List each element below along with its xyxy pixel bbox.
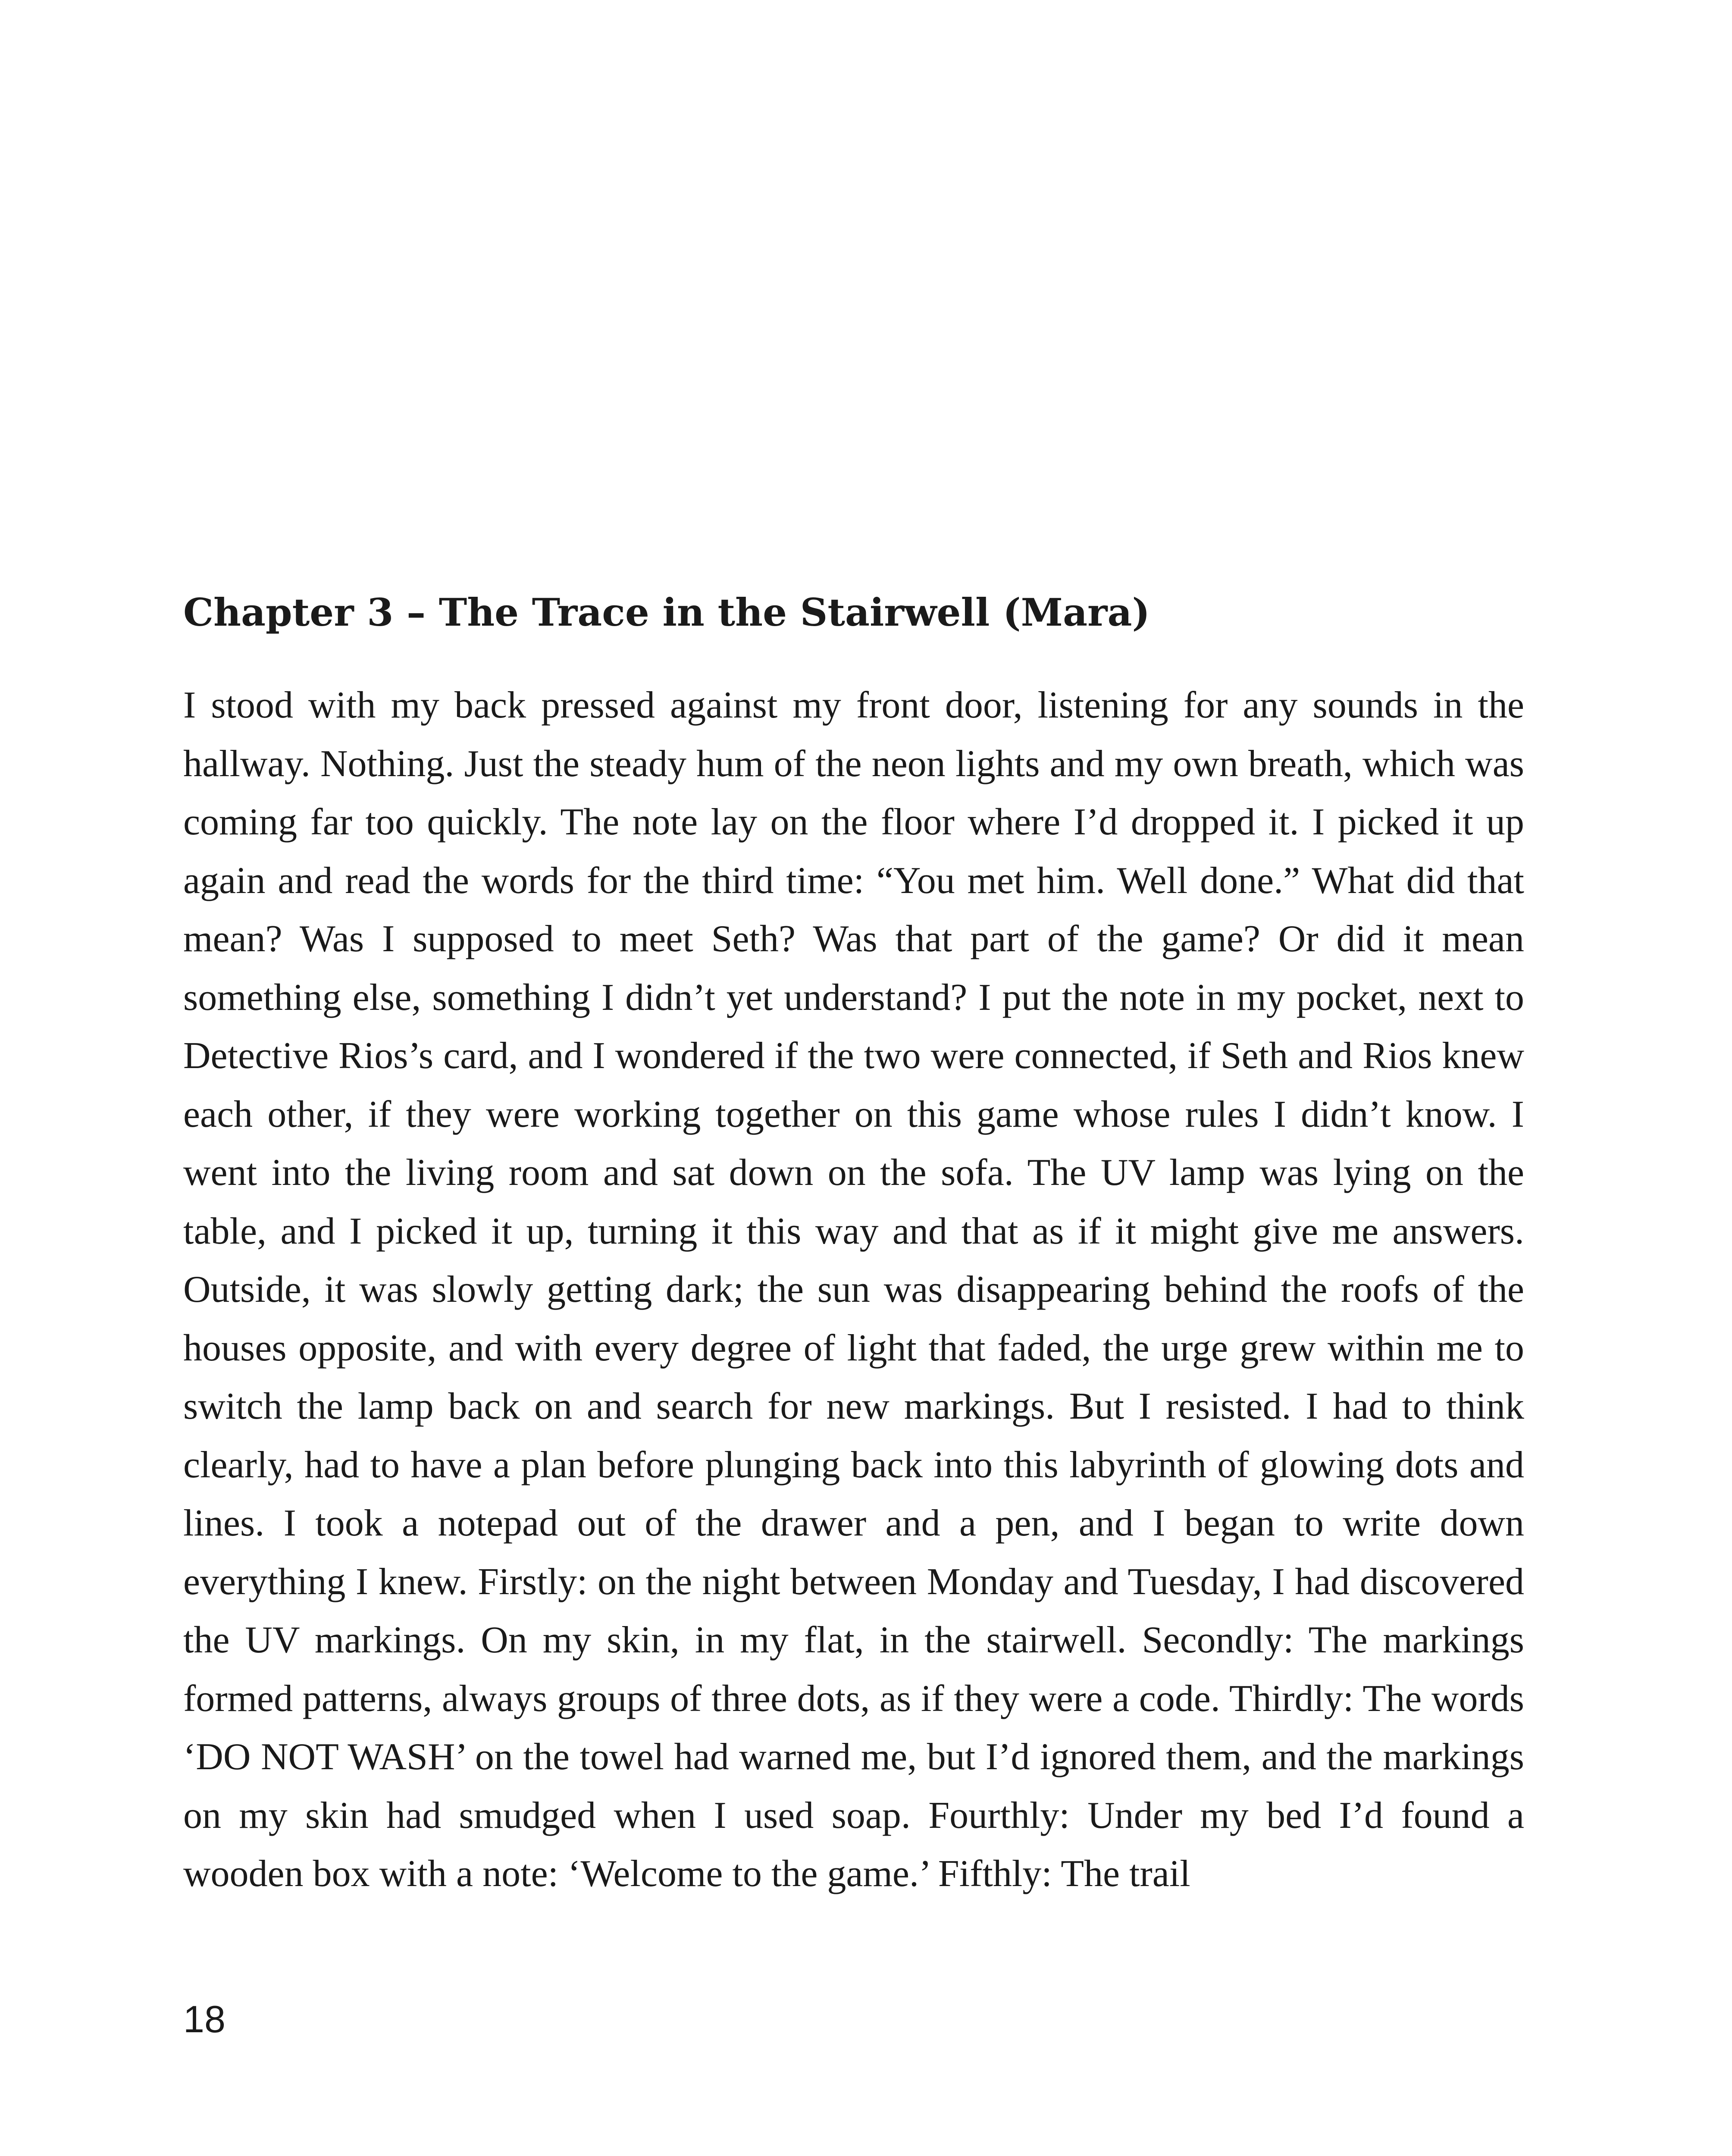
chapter-body-text: I stood with my back pressed against my front door, listening for any sounds in the hallway. Nothing. Just the steady hum of the neon lights and my own breath, which was coming far too quickly. The note lay on the floor where I’d dropped it. I picked it up again and read the words for the third time: “You met him. Well done.” What did that mean? Was I supposed to meet Seth? Was that part of the game? Or did it mean something else, something I didn’t yet understand? I put the note in my pocket, next to Detective Rios’s card, and I wondered if the two were connected, if Seth and Rios knew each other, if they were working together on this game whose rules I didn’t know. I went into the living room and sat down on the sofa. The UV lamp was lying on the table, and I picked it up, turning it this way and that as if it might give me answers. Outside, it was slowly getting dark; the sun was disappearing behind the roofs of the houses opposite, and with every degree of light that faded, the urge grew within me to switch the lamp back on and search for new markings. But I resisted. I had to think clearly, had to have a plan before plunging back into this labyrinth of glowing dots and lines. I took a notepad out of the drawer and a pen, and I began to write down everything I knew. Firstly: on the night between Monday and Tuesday, I had discovered the UV markings. On my skin, in my flat, in the stairwell. Secondly: The markings formed patterns, always groups of three dots, as if they were a code. Thirdly: The words ‘DO NOT WASH’ on the towel had warned me, but I’d ignored them, and the markings on my skin had smudged when I used soap. Fourthly: Under my bed I’d found a wooden box with a note: ‘Welcome to the game.’ Fifthly: The trail xyxy=(183,684,1524,1895)
chapter-title: Chapter 3 – The Trace in the Stairwell (Mara) xyxy=(183,590,1150,635)
page-number: 18 xyxy=(183,1998,226,2040)
